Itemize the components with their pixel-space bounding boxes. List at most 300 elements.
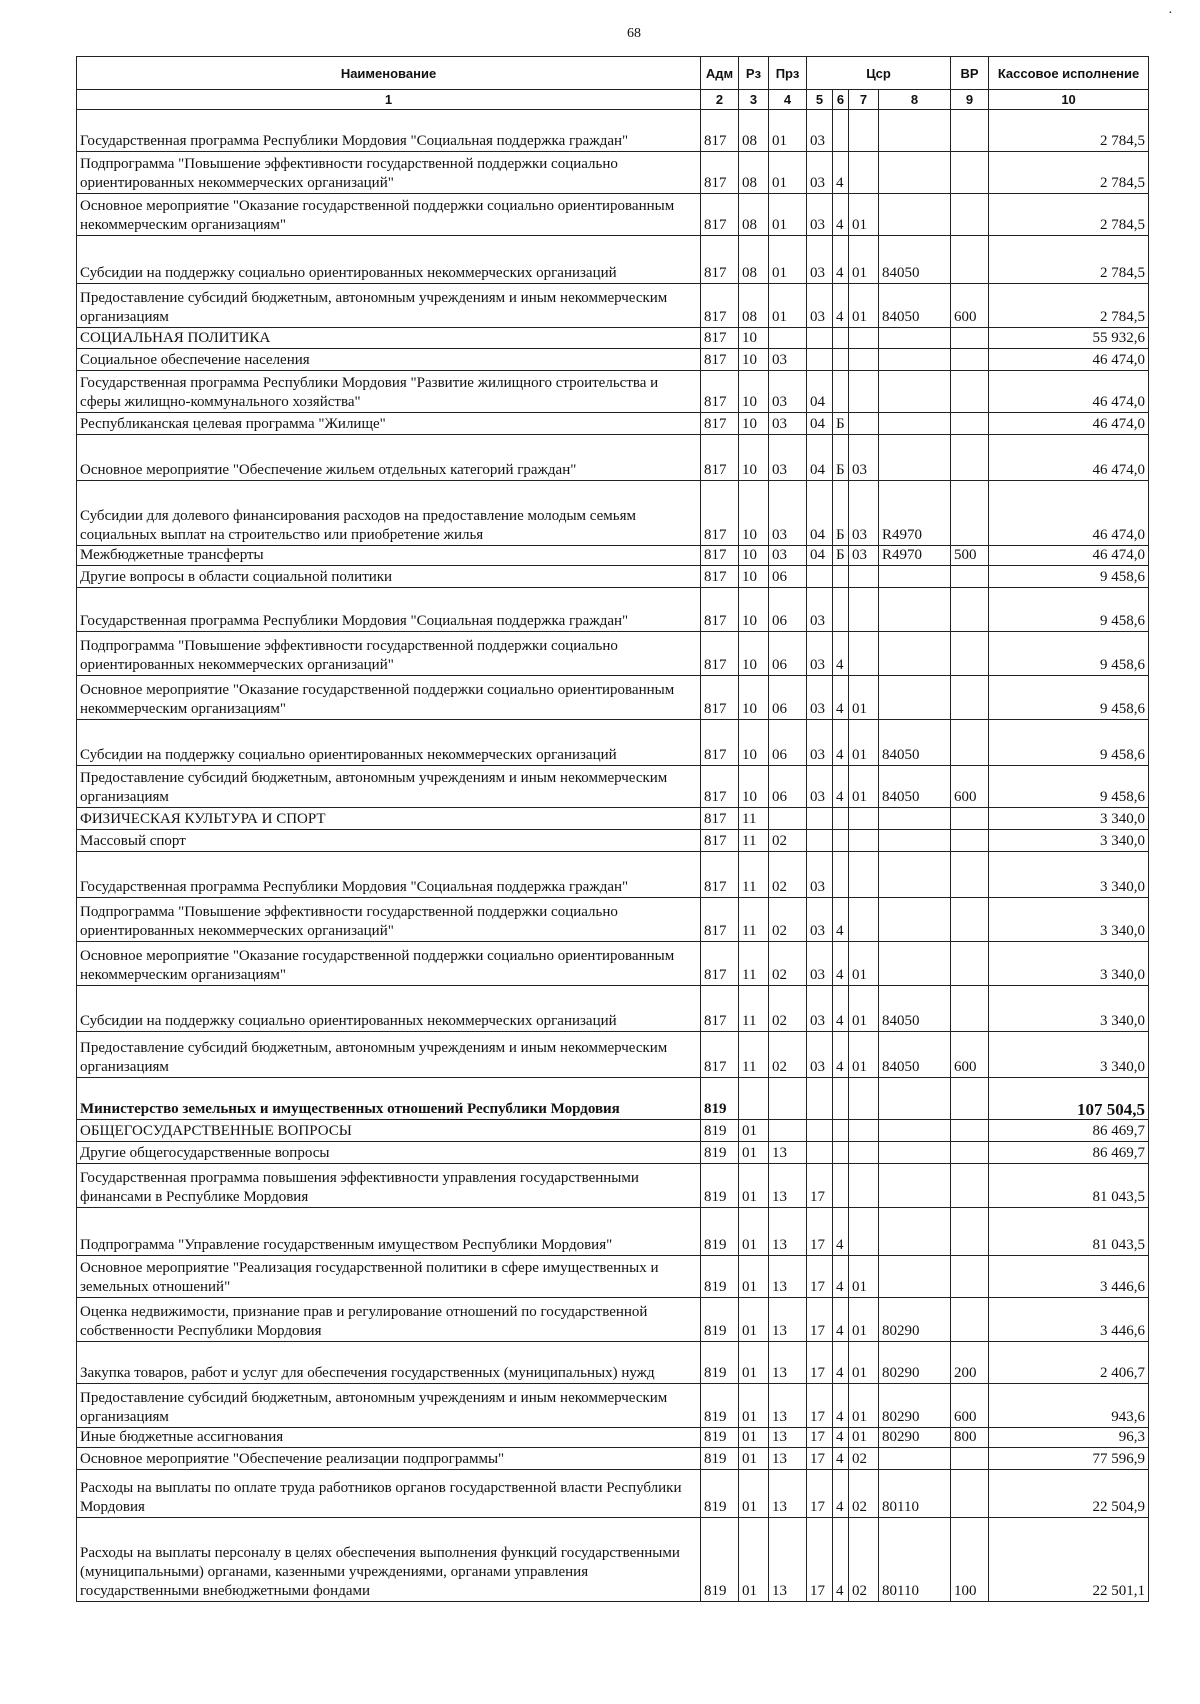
row-csr-subprogram xyxy=(833,1164,849,1208)
row-csr-program: 04 xyxy=(807,481,833,546)
row-csr-subprogram: 4 xyxy=(833,898,849,942)
row-csr-event xyxy=(849,1208,879,1256)
row-csr-subprogram: 4 xyxy=(833,986,849,1032)
col-header-prz: Прз xyxy=(769,57,807,90)
row-vr xyxy=(951,194,989,236)
row-vr xyxy=(951,852,989,898)
row-vr xyxy=(951,1256,989,1298)
row-prz: 03 xyxy=(769,371,807,413)
row-name: ОБЩЕГОСУДАРСТВЕННЫЕ ВОПРОСЫ xyxy=(77,1120,701,1142)
row-csr-direction: 80290 xyxy=(879,1298,951,1342)
row-csr-subprogram: 4 xyxy=(833,1384,849,1428)
row-prz: 13 xyxy=(769,1428,807,1448)
row-csr-program xyxy=(807,328,833,349)
row-rz: 08 xyxy=(739,110,769,152)
row-adm: 817 xyxy=(701,898,739,942)
row-csr-direction xyxy=(879,566,951,588)
row-csr-program: 04 xyxy=(807,413,833,435)
row-amount: 46 474,0 xyxy=(989,413,1149,435)
row-csr-event xyxy=(849,588,879,632)
row-csr-event: 01 xyxy=(849,194,879,236)
table-row xyxy=(77,1518,1149,1602)
row-name: Государственная программа повышения эффективности управления государственными финансами в Республике Мордовия xyxy=(77,1164,701,1208)
row-rz: 01 xyxy=(739,1448,769,1470)
row-prz: 02 xyxy=(769,1032,807,1078)
row-amount: 9 458,6 xyxy=(989,676,1149,720)
row-csr-direction xyxy=(879,852,951,898)
row-vr: 600 xyxy=(951,766,989,808)
table-row xyxy=(77,1120,1149,1142)
row-amount: 22 504,9 xyxy=(989,1470,1149,1518)
row-vr: 600 xyxy=(951,1032,989,1078)
row-csr-event: 02 xyxy=(849,1470,879,1518)
row-amount: 2 406,7 xyxy=(989,1342,1149,1384)
row-csr-program xyxy=(807,1142,833,1164)
row-vr xyxy=(951,898,989,942)
row-rz: 08 xyxy=(739,236,769,284)
col-header-vr: ВР xyxy=(951,57,989,90)
row-csr-event xyxy=(849,852,879,898)
row-csr-event: 01 xyxy=(849,1384,879,1428)
row-csr-subprogram xyxy=(833,830,849,852)
row-rz: 10 xyxy=(739,566,769,588)
row-adm: 817 xyxy=(701,632,739,676)
row-rz: 01 xyxy=(739,1384,769,1428)
row-rz: 01 xyxy=(739,1120,769,1142)
row-csr-subprogram xyxy=(833,371,849,413)
row-amount: 46 474,0 xyxy=(989,435,1149,481)
row-csr-subprogram: Б xyxy=(833,546,849,566)
row-adm: 819 xyxy=(701,1298,739,1342)
row-csr-program: 03 xyxy=(807,588,833,632)
row-csr-subprogram xyxy=(833,1120,849,1142)
row-csr-program: 04 xyxy=(807,435,833,481)
header-number-row xyxy=(77,90,1149,110)
row-vr xyxy=(951,1078,989,1120)
row-prz: 13 xyxy=(769,1448,807,1470)
row-csr-program xyxy=(807,1078,833,1120)
row-csr-event xyxy=(849,1164,879,1208)
row-csr-event: 01 xyxy=(849,236,879,284)
row-prz: 01 xyxy=(769,194,807,236)
col-number: 5 xyxy=(807,90,833,110)
row-adm: 819 xyxy=(701,1164,739,1208)
row-csr-subprogram xyxy=(833,1078,849,1120)
row-csr-subprogram: 4 xyxy=(833,1470,849,1518)
row-amount: 3 340,0 xyxy=(989,808,1149,830)
row-adm: 817 xyxy=(701,371,739,413)
row-csr-program: 17 xyxy=(807,1298,833,1342)
row-vr xyxy=(951,588,989,632)
row-adm: 819 xyxy=(701,1384,739,1428)
row-csr-event: 02 xyxy=(849,1448,879,1470)
row-name: Подпрограмма "Повышение эффективности государственной поддержки социально ориентированных некоммерческих организаций" xyxy=(77,632,701,676)
row-prz: 02 xyxy=(769,852,807,898)
row-prz: 03 xyxy=(769,546,807,566)
row-prz: 06 xyxy=(769,632,807,676)
row-csr-direction: 84050 xyxy=(879,284,951,328)
row-csr-subprogram: Б xyxy=(833,435,849,481)
row-csr-direction xyxy=(879,328,951,349)
row-amount: 9 458,6 xyxy=(989,566,1149,588)
row-vr: 200 xyxy=(951,1342,989,1384)
row-vr xyxy=(951,1208,989,1256)
table-row xyxy=(77,1384,1149,1428)
row-rz: 08 xyxy=(739,284,769,328)
row-adm: 819 xyxy=(701,1142,739,1164)
row-csr-direction xyxy=(879,676,951,720)
col-number: 1 xyxy=(77,90,701,110)
row-prz: 01 xyxy=(769,236,807,284)
row-csr-direction: 84050 xyxy=(879,236,951,284)
row-amount: 2 784,5 xyxy=(989,110,1149,152)
row-csr-subprogram: 4 xyxy=(833,676,849,720)
row-csr-subprogram: 4 xyxy=(833,284,849,328)
table-row xyxy=(77,1078,1149,1120)
row-amount: 9 458,6 xyxy=(989,632,1149,676)
row-prz xyxy=(769,1078,807,1120)
row-adm: 819 xyxy=(701,1120,739,1142)
row-amount: 3 340,0 xyxy=(989,830,1149,852)
row-csr-program xyxy=(807,1120,833,1142)
row-csr-program: 04 xyxy=(807,371,833,413)
row-adm: 819 xyxy=(701,1518,739,1602)
row-adm: 817 xyxy=(701,588,739,632)
row-rz xyxy=(739,1078,769,1120)
row-vr xyxy=(951,1448,989,1470)
row-rz: 01 xyxy=(739,1342,769,1384)
row-prz: 13 xyxy=(769,1164,807,1208)
row-csr-event xyxy=(849,413,879,435)
row-adm: 817 xyxy=(701,194,739,236)
col-header-rz: Рз xyxy=(739,57,769,90)
row-csr-event xyxy=(849,898,879,942)
row-prz: 13 xyxy=(769,1208,807,1256)
table-row xyxy=(77,1298,1149,1342)
table-row xyxy=(77,371,1149,413)
row-csr-program: 03 xyxy=(807,898,833,942)
row-name: Государственная программа Республики Мордовия "Социальная поддержка граждан" xyxy=(77,588,701,632)
row-csr-direction xyxy=(879,435,951,481)
row-csr-direction: 80110 xyxy=(879,1470,951,1518)
row-csr-subprogram: 4 xyxy=(833,194,849,236)
row-csr-direction xyxy=(879,371,951,413)
header-row xyxy=(77,57,1149,90)
row-csr-event: 01 xyxy=(849,1032,879,1078)
row-name: Подпрограмма "Повышение эффективности государственной поддержки социально ориентированных некоммерческих организаций" xyxy=(77,898,701,942)
row-prz: 03 xyxy=(769,413,807,435)
row-rz: 10 xyxy=(739,546,769,566)
row-csr-event: 01 xyxy=(849,942,879,986)
row-csr-event xyxy=(849,371,879,413)
row-csr-subprogram: 4 xyxy=(833,1208,849,1256)
row-prz: 13 xyxy=(769,1256,807,1298)
row-csr-program: 17 xyxy=(807,1448,833,1470)
row-csr-direction: 84050 xyxy=(879,986,951,1032)
row-csr-direction: 84050 xyxy=(879,1032,951,1078)
row-amount: 46 474,0 xyxy=(989,546,1149,566)
row-csr-event: 02 xyxy=(849,1518,879,1602)
table-row xyxy=(77,481,1149,546)
row-csr-program xyxy=(807,830,833,852)
row-vr xyxy=(951,830,989,852)
col-header-name: Наименование xyxy=(77,57,701,90)
row-csr-subprogram: 4 xyxy=(833,152,849,194)
row-rz: 10 xyxy=(739,481,769,546)
row-amount: 81 043,5 xyxy=(989,1164,1149,1208)
row-amount: 46 474,0 xyxy=(989,481,1149,546)
row-name: Основное мероприятие "Оказание государственной поддержки социально ориентированным некоммерческим организациям" xyxy=(77,676,701,720)
row-csr-subprogram: 4 xyxy=(833,1256,849,1298)
row-amount: 3 340,0 xyxy=(989,852,1149,898)
row-rz: 11 xyxy=(739,830,769,852)
table-row xyxy=(77,435,1149,481)
row-amount: 9 458,6 xyxy=(989,766,1149,808)
row-amount: 2 784,5 xyxy=(989,152,1149,194)
row-name: Государственная программа Республики Мордовия "Развитие жилищного строительства и сферы жилищно-коммунального хозяйства" xyxy=(77,371,701,413)
row-csr-event xyxy=(849,808,879,830)
row-vr: 500 xyxy=(951,546,989,566)
row-adm: 819 xyxy=(701,1470,739,1518)
table-row xyxy=(77,898,1149,942)
row-csr-direction: 80290 xyxy=(879,1428,951,1448)
row-vr xyxy=(951,1142,989,1164)
row-vr xyxy=(951,566,989,588)
row-csr-event: 01 xyxy=(849,1256,879,1298)
row-prz: 13 xyxy=(769,1298,807,1342)
row-csr-subprogram: 4 xyxy=(833,1298,849,1342)
col-header-csr: Цср xyxy=(807,57,951,90)
row-csr-subprogram: 4 xyxy=(833,1428,849,1448)
row-name: Социальное обеспечение населения xyxy=(77,349,701,371)
row-rz: 10 xyxy=(739,588,769,632)
row-amount: 3 340,0 xyxy=(989,1032,1149,1078)
row-adm: 819 xyxy=(701,1208,739,1256)
row-csr-direction xyxy=(879,1208,951,1256)
row-name: СОЦИАЛЬНАЯ ПОЛИТИКА xyxy=(77,328,701,349)
row-csr-direction: R4970 xyxy=(879,481,951,546)
row-prz: 13 xyxy=(769,1518,807,1602)
row-prz: 13 xyxy=(769,1342,807,1384)
row-csr-event: 03 xyxy=(849,435,879,481)
row-csr-program: 17 xyxy=(807,1164,833,1208)
row-csr-direction xyxy=(879,632,951,676)
row-vr xyxy=(951,632,989,676)
row-csr-subprogram xyxy=(833,110,849,152)
row-amount: 3 340,0 xyxy=(989,898,1149,942)
row-vr xyxy=(951,371,989,413)
table-row xyxy=(77,284,1149,328)
row-name: Субсидии для долевого финансирования расходов на предоставление молодым семьям социальных выплат на строительство или приобретение жилья xyxy=(77,481,701,546)
row-rz: 10 xyxy=(739,435,769,481)
row-adm: 817 xyxy=(701,481,739,546)
row-csr-subprogram: 4 xyxy=(833,236,849,284)
row-prz: 03 xyxy=(769,481,807,546)
table-row xyxy=(77,720,1149,766)
table-row xyxy=(77,152,1149,194)
row-csr-program: 03 xyxy=(807,236,833,284)
row-csr-direction xyxy=(879,110,951,152)
table-row xyxy=(77,808,1149,830)
row-prz xyxy=(769,1120,807,1142)
table-row xyxy=(77,852,1149,898)
row-csr-program: 03 xyxy=(807,1032,833,1078)
table-row xyxy=(77,1142,1149,1164)
row-csr-program: 03 xyxy=(807,110,833,152)
row-rz: 11 xyxy=(739,986,769,1032)
row-vr xyxy=(951,942,989,986)
row-csr-program: 03 xyxy=(807,766,833,808)
row-vr xyxy=(951,435,989,481)
row-adm: 817 xyxy=(701,349,739,371)
row-prz: 06 xyxy=(769,588,807,632)
row-csr-subprogram: 4 xyxy=(833,720,849,766)
row-csr-direction xyxy=(879,152,951,194)
row-prz: 02 xyxy=(769,986,807,1032)
row-adm: 817 xyxy=(701,284,739,328)
row-name: Субсидии на поддержку социально ориентированных некоммерческих организаций xyxy=(77,720,701,766)
row-name: Министерство земельных и имущественных отношений Республики Мордовия xyxy=(77,1078,701,1120)
row-csr-program: 17 xyxy=(807,1428,833,1448)
row-csr-event: 03 xyxy=(849,546,879,566)
table-row xyxy=(77,1256,1149,1298)
row-csr-event xyxy=(849,632,879,676)
row-prz: 06 xyxy=(769,676,807,720)
row-name: Субсидии на поддержку социально ориентированных некоммерческих организаций xyxy=(77,986,701,1032)
row-csr-subprogram xyxy=(833,566,849,588)
table-row xyxy=(77,676,1149,720)
table-row xyxy=(77,1208,1149,1256)
row-name: Другие общегосударственные вопросы xyxy=(77,1142,701,1164)
row-csr-direction xyxy=(879,1078,951,1120)
row-rz: 10 xyxy=(739,632,769,676)
row-csr-program: 03 xyxy=(807,632,833,676)
row-csr-direction xyxy=(879,194,951,236)
row-prz: 03 xyxy=(769,435,807,481)
row-csr-direction: R4970 xyxy=(879,546,951,566)
row-amount: 86 469,7 xyxy=(989,1120,1149,1142)
row-vr: 600 xyxy=(951,1384,989,1428)
row-vr xyxy=(951,481,989,546)
row-amount: 2 784,5 xyxy=(989,236,1149,284)
row-csr-event: 01 xyxy=(849,720,879,766)
row-vr: 800 xyxy=(951,1428,989,1448)
row-rz: 11 xyxy=(739,852,769,898)
row-prz: 13 xyxy=(769,1384,807,1428)
row-csr-event: 01 xyxy=(849,1342,879,1384)
row-rz: 10 xyxy=(739,349,769,371)
row-prz: 01 xyxy=(769,284,807,328)
row-prz: 13 xyxy=(769,1142,807,1164)
table-row xyxy=(77,1470,1149,1518)
table-row xyxy=(77,236,1149,284)
row-csr-direction: 80110 xyxy=(879,1518,951,1602)
row-adm: 817 xyxy=(701,566,739,588)
row-rz: 11 xyxy=(739,942,769,986)
row-amount: 2 784,5 xyxy=(989,284,1149,328)
row-csr-event xyxy=(849,1142,879,1164)
row-csr-program: 03 xyxy=(807,852,833,898)
row-prz: 06 xyxy=(769,566,807,588)
table-row xyxy=(77,194,1149,236)
row-amount: 86 469,7 xyxy=(989,1142,1149,1164)
row-adm: 819 xyxy=(701,1448,739,1470)
row-vr xyxy=(951,720,989,766)
row-csr-event xyxy=(849,830,879,852)
row-name: Предоставление субсидий бюджетным, автономным учреждениям и иным некоммерческим организациям xyxy=(77,1032,701,1078)
row-csr-subprogram: 4 xyxy=(833,1032,849,1078)
row-csr-program: 04 xyxy=(807,546,833,566)
row-csr-program: 03 xyxy=(807,986,833,1032)
table-row xyxy=(77,413,1149,435)
row-vr xyxy=(951,110,989,152)
row-name: Основное мероприятие "Обеспечение жильем отдельных категорий граждан" xyxy=(77,435,701,481)
row-csr-event: 01 xyxy=(849,1298,879,1342)
row-rz: 01 xyxy=(739,1256,769,1298)
row-vr xyxy=(951,1470,989,1518)
row-rz: 01 xyxy=(739,1298,769,1342)
row-adm: 817 xyxy=(701,110,739,152)
table-row xyxy=(77,766,1149,808)
row-rz: 01 xyxy=(739,1164,769,1208)
row-csr-program: 03 xyxy=(807,194,833,236)
row-amount: 81 043,5 xyxy=(989,1208,1149,1256)
row-adm: 817 xyxy=(701,236,739,284)
table-row xyxy=(77,632,1149,676)
row-rz: 10 xyxy=(739,328,769,349)
row-csr-direction: 84050 xyxy=(879,766,951,808)
row-rz: 08 xyxy=(739,152,769,194)
row-vr xyxy=(951,808,989,830)
row-csr-subprogram: Б xyxy=(833,481,849,546)
table-row xyxy=(77,1428,1149,1448)
corner-mark: · xyxy=(1168,6,1173,21)
row-amount: 9 458,6 xyxy=(989,720,1149,766)
row-prz: 06 xyxy=(769,766,807,808)
row-vr xyxy=(951,1298,989,1342)
row-csr-subprogram xyxy=(833,808,849,830)
table-row xyxy=(77,1342,1149,1384)
table-row xyxy=(77,942,1149,986)
row-amount: 46 474,0 xyxy=(989,371,1149,413)
row-rz: 10 xyxy=(739,720,769,766)
row-adm: 817 xyxy=(701,852,739,898)
table-body xyxy=(77,110,1149,1602)
row-csr-program: 17 xyxy=(807,1384,833,1428)
row-adm: 819 xyxy=(701,1078,739,1120)
row-name: Подпрограмма "Управление государственным имуществом Республики Мордовия" xyxy=(77,1208,701,1256)
row-csr-direction xyxy=(879,1142,951,1164)
row-csr-subprogram: Б xyxy=(833,413,849,435)
row-rz: 01 xyxy=(739,1428,769,1448)
table-row xyxy=(77,1164,1149,1208)
row-amount: 55 932,6 xyxy=(989,328,1149,349)
table-row xyxy=(77,110,1149,152)
col-number: 2 xyxy=(701,90,739,110)
row-adm: 817 xyxy=(701,766,739,808)
table-row xyxy=(77,830,1149,852)
row-adm: 817 xyxy=(701,328,739,349)
col-number: 10 xyxy=(989,90,1149,110)
row-rz: 11 xyxy=(739,898,769,942)
row-amount: 2 784,5 xyxy=(989,194,1149,236)
row-rz: 01 xyxy=(739,1518,769,1602)
row-adm: 819 xyxy=(701,1342,739,1384)
row-amount: 943,6 xyxy=(989,1384,1149,1428)
row-name: Иные бюджетные ассигнования xyxy=(77,1428,701,1448)
row-rz: 10 xyxy=(739,676,769,720)
row-csr-subprogram: 4 xyxy=(833,766,849,808)
